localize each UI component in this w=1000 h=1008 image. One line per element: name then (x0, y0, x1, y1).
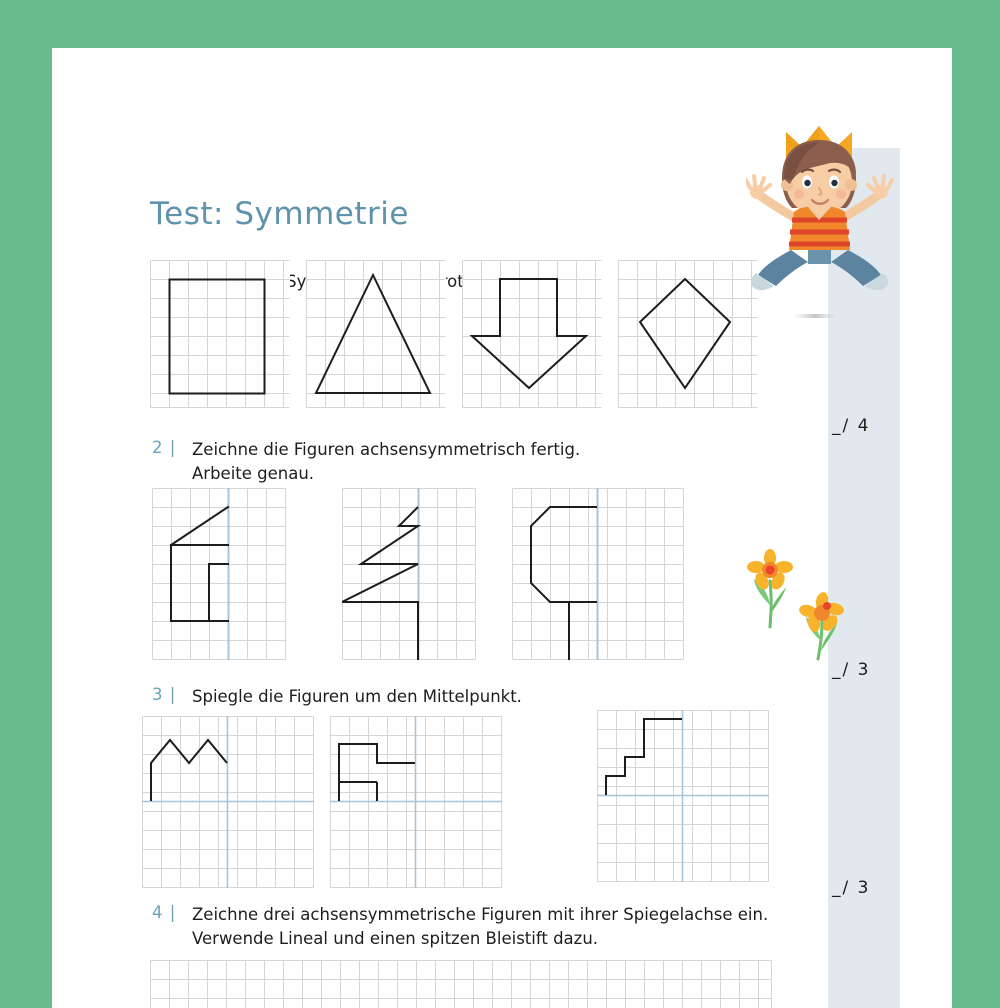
figure-grid-kite (618, 260, 758, 408)
figure-grid-notched-block (330, 716, 502, 888)
figure-grid-half-house (152, 488, 286, 660)
score-task-2: _/ 3 (832, 660, 871, 680)
figure-grid-blank (150, 960, 772, 1008)
task-1-line-1: rot (440, 272, 464, 291)
task-text-2 (192, 438, 580, 486)
figure-grid-square (150, 260, 290, 408)
task-text-3 (192, 685, 522, 709)
pencil-smudge (794, 314, 836, 318)
task-2-line-1: Zeichne die Figuren achsensymmetrisch fertig. (192, 440, 581, 459)
flowers-illustration (742, 543, 862, 663)
score-task-3: _/ 3 (832, 878, 871, 898)
task-3-line-1: Spiegle die Figuren um den Mittelpunkt. (192, 687, 522, 706)
figure-grid-double-peak (142, 716, 314, 888)
task-2-line-2: Arbeite genau. (192, 463, 315, 483)
worksheet-page (52, 48, 952, 1008)
score-task-1: _/ 4 (832, 416, 871, 436)
page-title: Test: Symmetrie (150, 196, 409, 232)
figure-grid-down-arrow (462, 260, 602, 408)
figure-grid-triangle (306, 260, 446, 408)
task-number-3: 3 | (152, 685, 177, 704)
mascot-illustration (746, 120, 896, 292)
figure-grid-staircase (597, 710, 769, 882)
task-text-4 (192, 903, 768, 951)
figure-grid-half-octagon (512, 488, 684, 660)
task-number-2: 2 | (152, 438, 177, 457)
figure-grid-half-zigzag (342, 488, 476, 660)
task-number-4: 4 | (152, 903, 177, 922)
task-4-line-1: Zeichne drei achsensymmetrische Figuren mit ihrer Spiegelachse ein. (192, 905, 769, 924)
task-4-line-2: Verwende Lineal und einen spitzen Bleistift dazu. (192, 928, 599, 948)
